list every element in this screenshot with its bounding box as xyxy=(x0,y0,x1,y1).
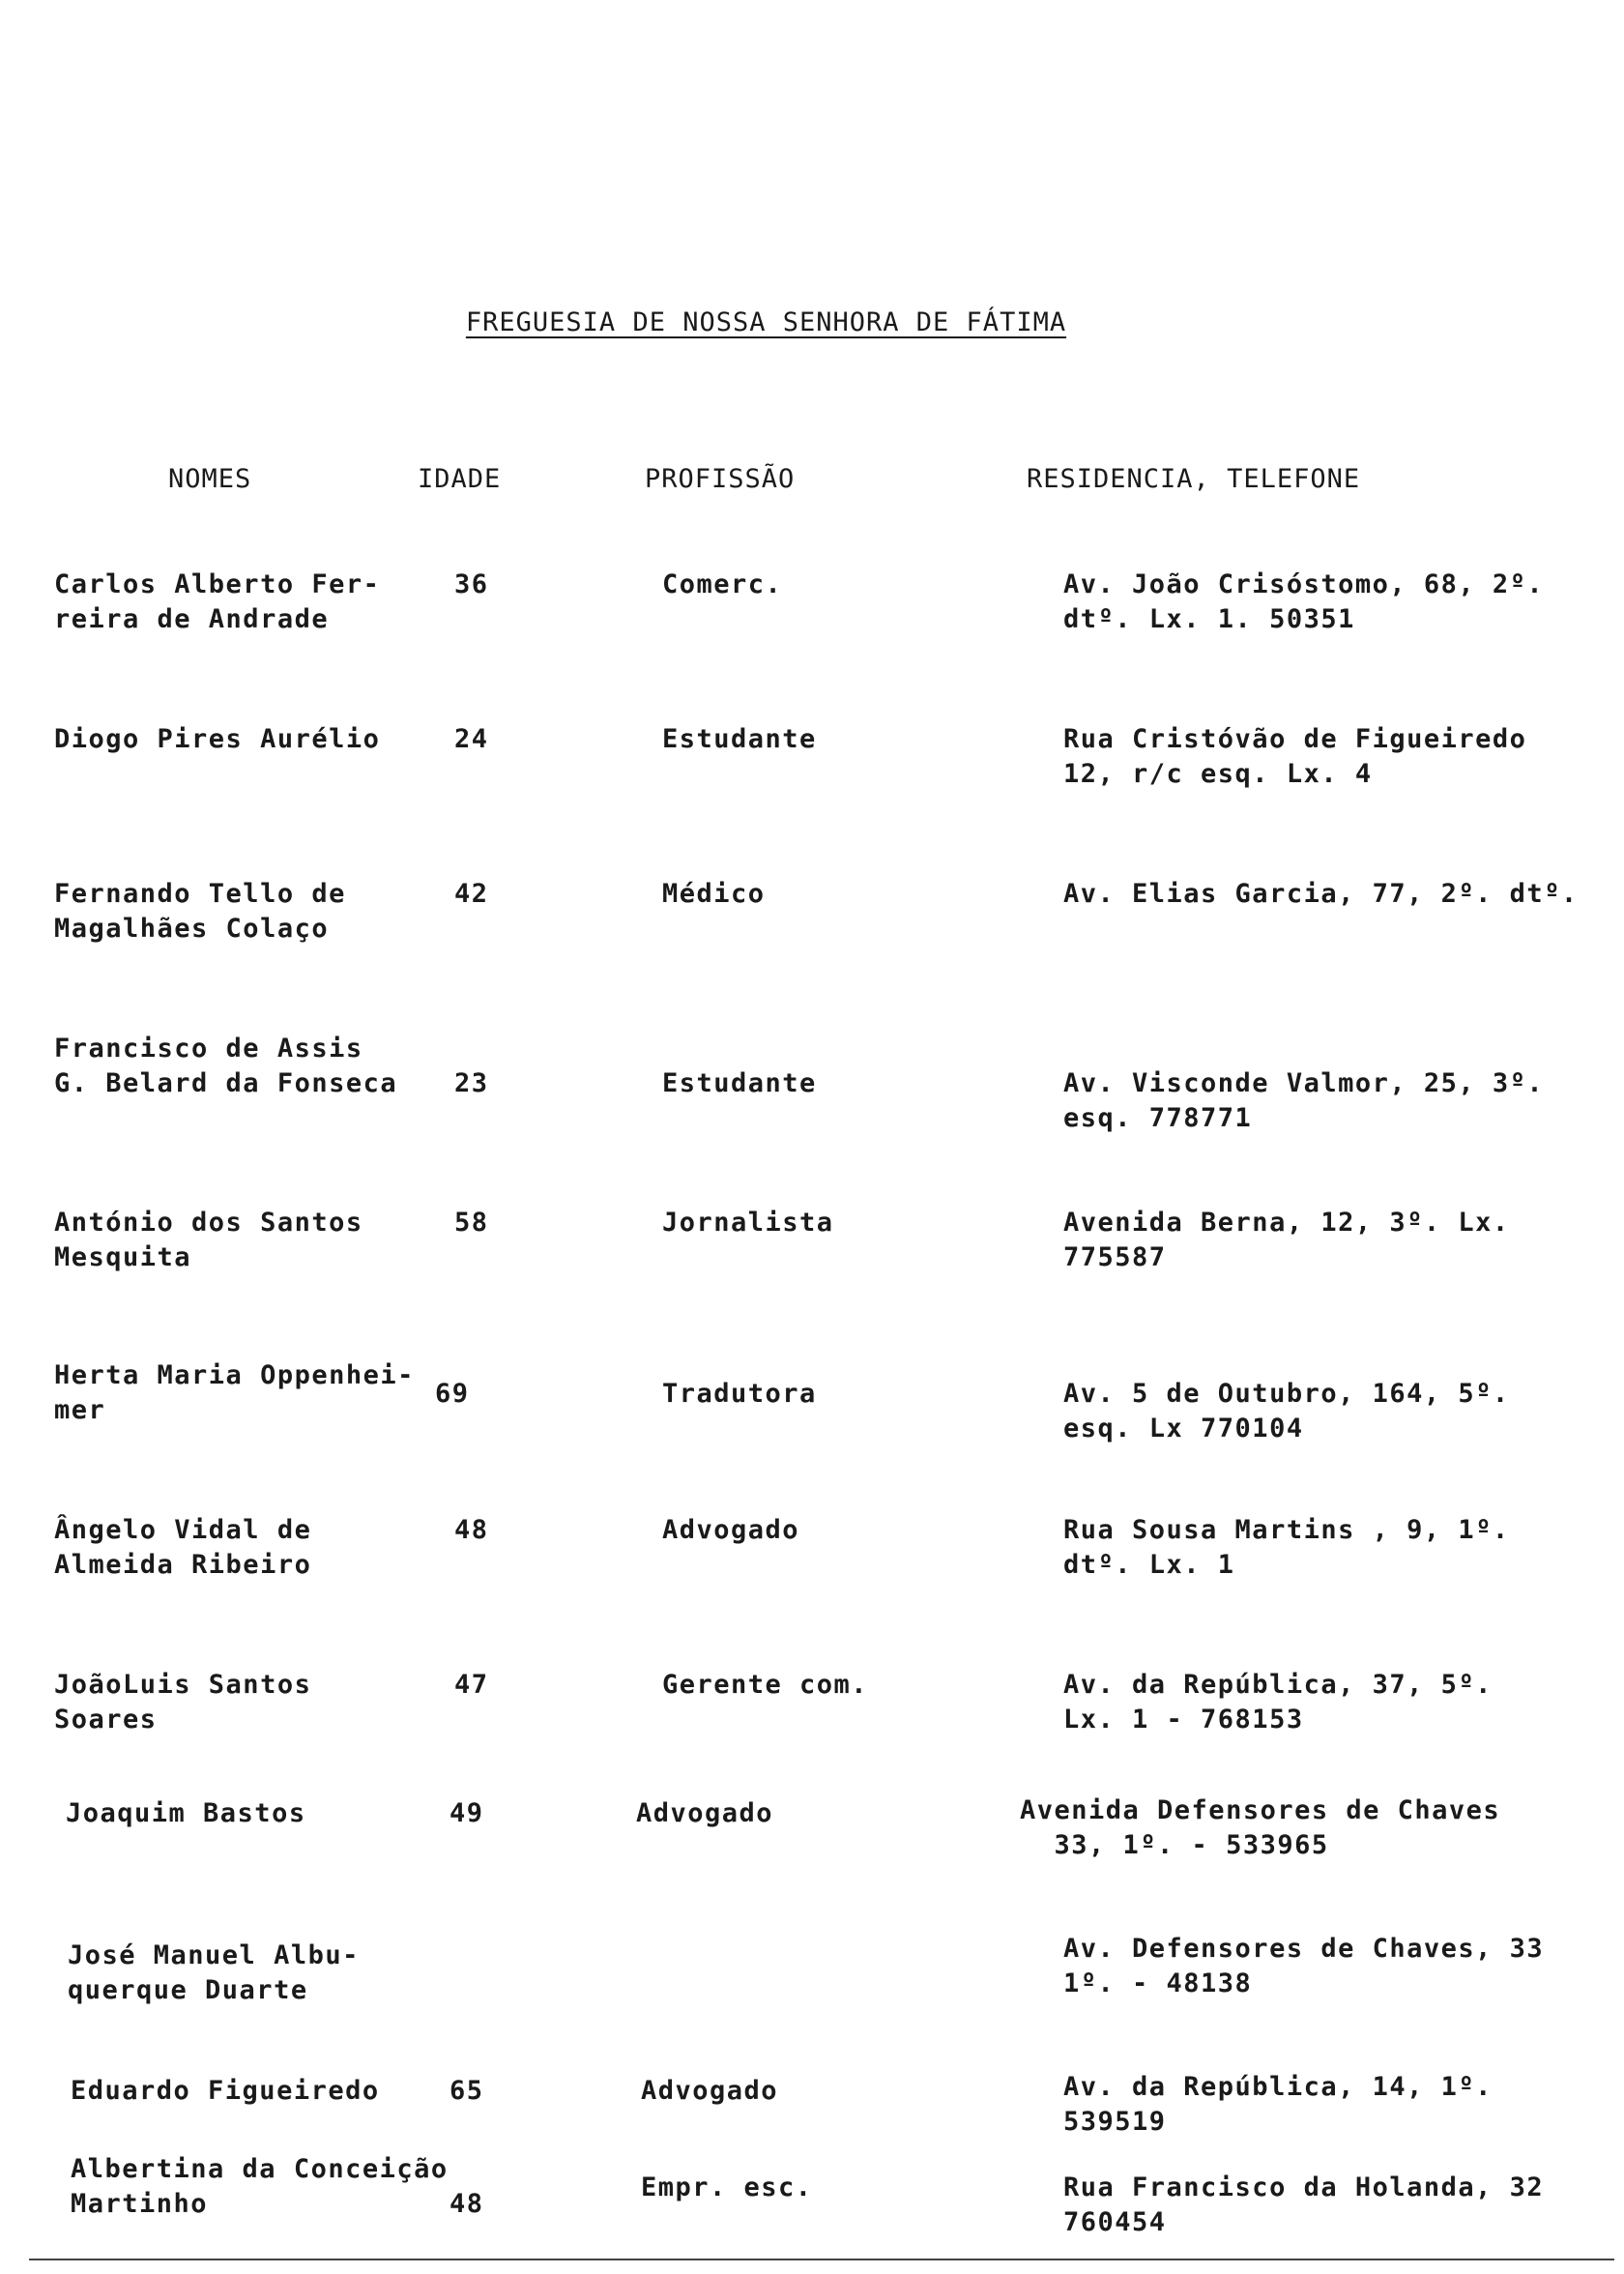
cell-idade: 48 xyxy=(454,1515,489,1545)
cell-nome: Eduardo Figueiredo xyxy=(71,2076,380,2106)
cell-idade: 23 xyxy=(454,1068,489,1098)
cell-nome: José Manuel Albu- querque Duarte xyxy=(68,1940,360,2005)
cell-idade: 65 xyxy=(450,2076,484,2106)
cell-profissao: Comerc. xyxy=(662,569,783,599)
cell-idade: 36 xyxy=(454,569,489,599)
cell-residencia: Rua Francisco da Holanda, 32 760454 xyxy=(1063,2172,1545,2237)
cell-idade: 47 xyxy=(454,1670,489,1700)
cell-residencia: Av. Elias Garcia, 77, 2º. dtº. xyxy=(1063,879,1579,909)
cell-nome: JoãoLuis Santos Soares xyxy=(54,1670,312,1735)
cell-nome: Albertina da Conceição Martinho xyxy=(71,2154,449,2219)
cell-profissao: Gerente com. xyxy=(662,1670,869,1700)
cell-residencia: Av. João Crisóstomo, 68, 2º. dtº. Lx. 1. 50351 xyxy=(1063,569,1545,634)
cell-nome: Ângelo Vidal de Almeida Ribeiro xyxy=(54,1515,312,1580)
cell-nome: António dos Santos Mesquita xyxy=(54,1208,363,1272)
cell-residencia: Av. da República, 37, 5º. Lx. 1 - 768153 xyxy=(1063,1670,1493,1735)
cell-profissao: Advogado xyxy=(636,1798,774,1828)
cell-residencia: Avenida Defensores de Chaves 33, 1º. - 533965 xyxy=(1020,1795,1501,1860)
cell-residencia: Av. Visconde Valmor, 25, 3º. esq. 778771 xyxy=(1063,1068,1545,1133)
page-title: FREGUESIA DE NOSSA SENHORA DE FÁTIMA xyxy=(465,307,1067,337)
column-header-profissao: PROFISSÃO xyxy=(645,464,796,494)
cell-profissao: Médico xyxy=(662,879,766,909)
column-header-nomes: NOMES xyxy=(168,464,252,494)
cell-nome: Carlos Alberto Fer- reira de Andrade xyxy=(54,569,381,634)
cell-nome: Francisco de Assis G. Belard da Fonseca xyxy=(54,1034,398,1098)
bottom-rule xyxy=(29,2259,1614,2260)
cell-profissao: Estudante xyxy=(662,1068,817,1098)
cell-residencia: Av. da República, 14, 1º. 539519 xyxy=(1063,2072,1493,2137)
cell-idade: 48 xyxy=(450,2189,484,2219)
cell-idade: 24 xyxy=(454,724,489,754)
column-header-residencia: RESIDENCIA, TELEFONE xyxy=(1027,464,1361,494)
cell-residencia: Avenida Berna, 12, 3º. Lx. 775587 xyxy=(1063,1208,1510,1272)
cell-idade: 49 xyxy=(450,1798,484,1828)
cell-profissao: Empr. esc. xyxy=(641,2172,813,2202)
cell-nome: Fernando Tello de Magalhães Colaço xyxy=(54,879,346,944)
cell-nome: Herta Maria Oppenhei- mer xyxy=(54,1360,415,1425)
cell-residencia: Av. 5 de Outubro, 164, 5º. esq. Lx 770104 xyxy=(1063,1379,1510,1443)
cell-nome: Joaquim Bastos xyxy=(66,1798,306,1828)
cell-residencia: Rua Sousa Martins , 9, 1º. dtº. Lx. 1 xyxy=(1063,1515,1510,1580)
cell-idade: 42 xyxy=(454,879,489,909)
cell-profissao: Tradutora xyxy=(662,1379,817,1409)
cell-idade: 58 xyxy=(454,1208,489,1238)
cell-residencia: Rua Cristóvão de Figueiredo 12, r/c esq. Lx. 4 xyxy=(1063,724,1527,789)
cell-idade: 69 xyxy=(435,1379,470,1409)
cell-nome: Diogo Pires Aurélio xyxy=(54,724,381,754)
column-header-idade: IDADE xyxy=(418,464,502,494)
cell-profissao: Estudante xyxy=(662,724,817,754)
cell-profissao: Advogado xyxy=(662,1515,800,1545)
cell-residencia: Av. Defensores de Chaves, 33 1º. - 48138 xyxy=(1063,1934,1545,1998)
cell-profissao: Jornalista xyxy=(662,1208,834,1238)
cell-profissao: Advogado xyxy=(641,2076,779,2106)
